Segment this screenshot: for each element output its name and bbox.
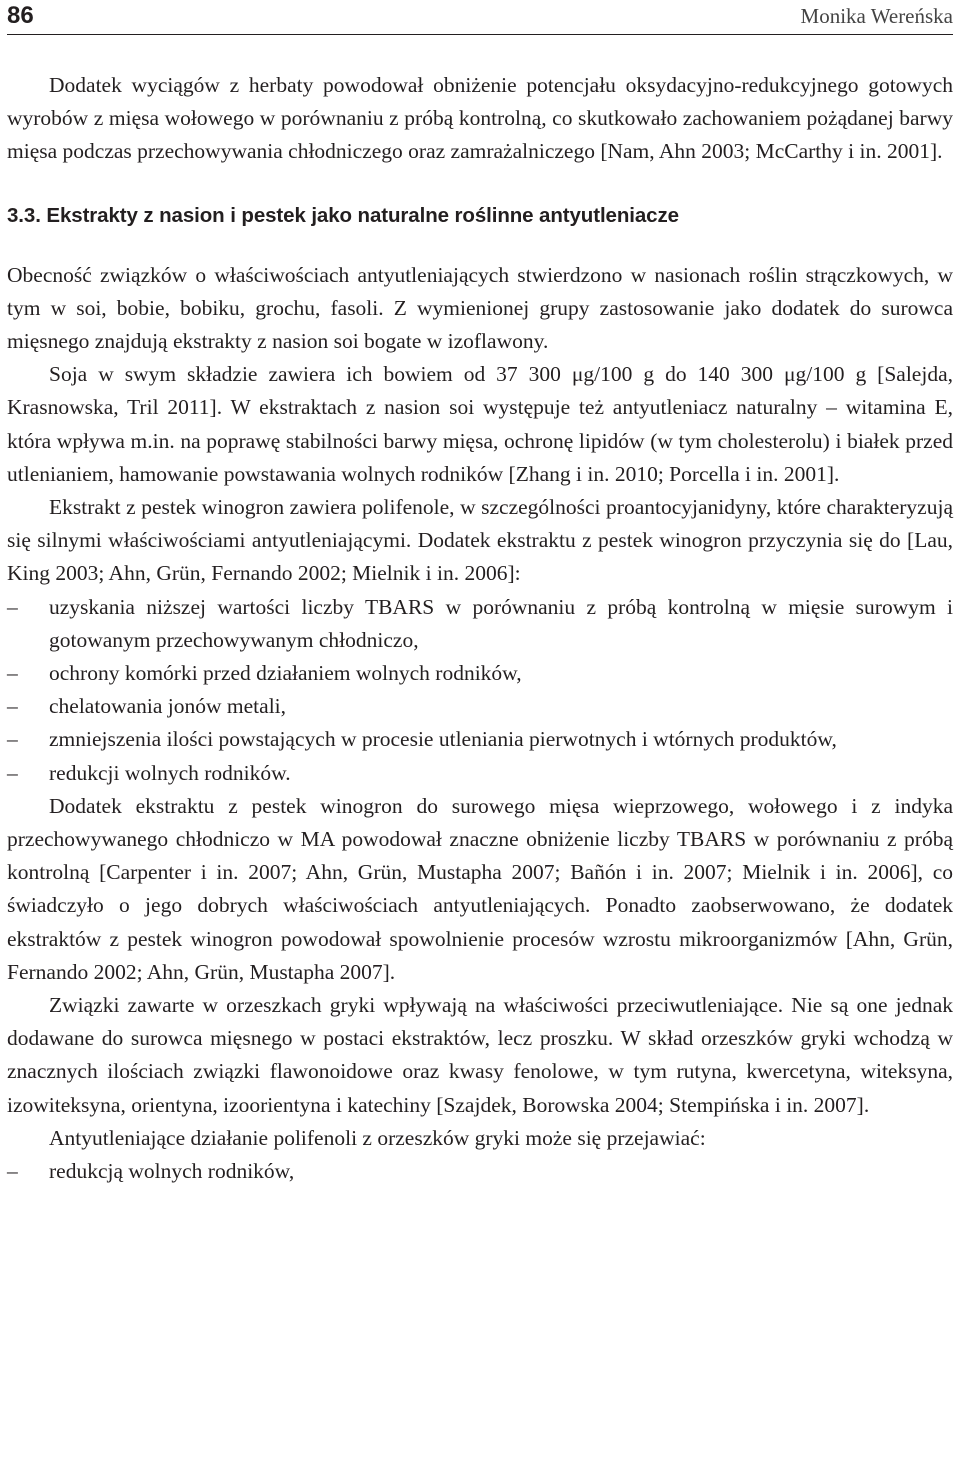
paragraph-soy: Soja w swym składzie zawiera ich bowiem od 37 300 μg/100 g do 140 300 μg/100 g [Salejda, Krasnowska, Tril 2011]. W ekstraktach z nasion soi występuje też antyutleniacz naturalny – witamina E, która wpływa m.in. na poprawę stabilności barwy mięsa, ochronę lipidów (w tym cholesterolu) i białek przed utlenianiem, hamowanie powstawania wolnych rodników [Zhang i in. 2010; Porcella i in. 2001]. bbox=[7, 362, 953, 486]
paragraph-grape-seed: Ekstrakt z pestek winogron zawiera polifenole, w szczególności proantocyjanidyny, które charakteryzują się silnymi właściwościami antyutleniającymi. Dodatek ekstraktu z pestek winogron przyczynia się do [Lau, King 2003; Ahn, Grün, Fernando 2002; Mielnik i in. 2006]: bbox=[7, 495, 953, 586]
list-item-text: chelatowania jonów metali, bbox=[49, 694, 287, 719]
paragraph-tea-extracts: Dodatek wyciągów z herbaty powodował obniżenie potencjału oksydacyjno-redukcyjnego gotowych wyrobów z mięsa wołowego w porównaniu z próbą kontrolną, co skutkowało zachowaniem pożądanej barwy mięsa podczas przechowywania chłodniczego oraz zamrażalniczego [Nam, Ahn 2003; McCarthy i in. 2001]. bbox=[7, 73, 953, 164]
grape-seed-effects-list bbox=[7, 591, 953, 790]
list-item bbox=[7, 591, 953, 657]
list-item bbox=[7, 723, 953, 756]
dash-bullet: – bbox=[7, 661, 18, 686]
body-text bbox=[7, 69, 953, 1188]
dash-bullet: – bbox=[7, 1159, 18, 1184]
list-item-text: uzyskania niższej wartości liczby TBARS w porównaniu z próbą kontrolną w mięsie surowym i gotowanym przechowywanym chłodniczo, bbox=[49, 594, 953, 652]
page-number: 86 bbox=[7, 2, 34, 29]
dash-bullet: – bbox=[7, 727, 18, 752]
dash-bullet: – bbox=[7, 594, 18, 619]
paragraph-legumes: Obecność związków o właściwościach antyutleniających stwierdzono w nasionach roślin strączkowych, w tym w soi, bobie, bobiku, grochu, fasoli. Z wymienionej grupy zastosowanie jako dodatek do surowca mięsnego znajdują ekstrakty z nasion soi bogate w izoflawony. bbox=[7, 262, 953, 354]
list-item-text: redukcją wolnych rodników, bbox=[49, 1159, 295, 1184]
buckwheat-effects-list bbox=[7, 1155, 953, 1188]
paragraph-buckwheat-action: Antyutleniające działanie polifenoli z orzeszków gryki może się przejawiać: bbox=[49, 1125, 706, 1150]
page bbox=[7, 0, 953, 1188]
list-item-text: ochrony komórki przed działaniem wolnych rodników, bbox=[49, 661, 522, 686]
running-header-author: Monika Wereńska bbox=[800, 4, 953, 28]
list-item bbox=[7, 690, 953, 723]
list-item-text: zmniejszenia ilości powstających w procesie utleniania pierwotnych i wtórnych produktów, bbox=[49, 727, 837, 752]
list-item bbox=[7, 657, 953, 690]
list-item bbox=[7, 757, 953, 790]
paragraph-grape-seed-meat: Dodatek ekstraktu z pestek winogron do surowego mięsa wieprzowego, wołowego i z indyka przechowywanego chłodniczo w MA powodował znaczne obniżenie liczby TBARS w porównaniu z próbą kontrolną [Carpenter i in. 2007; Ahn, Grün, Mustapha 2007; Bañón i in. 2007; Mielnik i in. 2006], co świadczyło o jego dobrych właściwościach antyutleniających. Ponadto zaobserwowano, że dodatek ekstraktów z pestek winogron powodował spowolnienie procesów wzrostu mikroorganizmów [Ahn, Grün, Fernando 2002; Ahn, Grün, Mustapha 2007]. bbox=[7, 793, 953, 984]
running-header bbox=[7, 0, 953, 35]
paragraph-buckwheat: Związki zawarte w orzeszkach gryki wpływają na właściwości przeciwutleniające. Nie są one jednak dodawane do surowca mięsnego w postaci ekstraktów, lecz proszku. W skład orzeszków gryki wchodzą w znacznych ilościach związki flawonoidowe oraz kwasy fenolowe, w tym rutyna, kwercetyna, witeksyna, izowiteksyna, orientyna, izoorientyna i katechiny [Szajdek, Borowska 2004; Stempińska i in. 2007]. bbox=[7, 993, 953, 1117]
dash-bullet: – bbox=[7, 760, 18, 785]
list-item-text: redukcji wolnych rodników. bbox=[49, 760, 291, 785]
list-item bbox=[7, 1155, 953, 1188]
section-heading: 3.3. Ekstrakty z nasion i pestek jako naturalne roślinne antyutleniacze bbox=[7, 203, 679, 227]
dash-bullet: – bbox=[7, 694, 18, 719]
